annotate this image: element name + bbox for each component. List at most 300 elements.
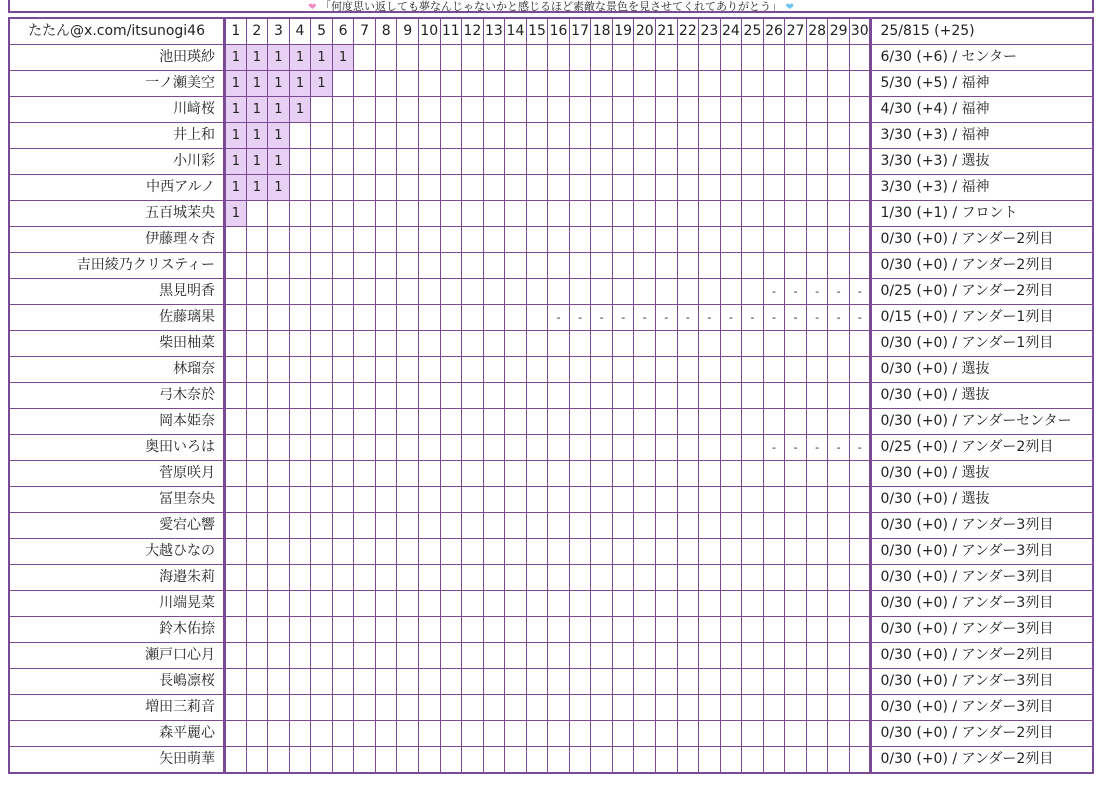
member-summary: 6/30 (+6) / センター xyxy=(871,45,1093,71)
day-cell xyxy=(289,305,311,331)
member-row xyxy=(9,617,1093,643)
day-cell xyxy=(332,253,354,279)
day-cell xyxy=(397,305,419,331)
day-cell xyxy=(462,227,484,253)
day-cell xyxy=(828,149,850,175)
day-cell xyxy=(505,435,527,461)
day-cell xyxy=(505,357,527,383)
day-cell xyxy=(268,409,290,435)
day-cell xyxy=(785,331,807,357)
day-header: 18 xyxy=(591,18,613,45)
day-cell xyxy=(246,331,268,357)
day-cell xyxy=(569,45,591,71)
day-cell xyxy=(397,513,419,539)
day-cell xyxy=(289,617,311,643)
day-cell: - xyxy=(699,305,721,331)
day-cell xyxy=(742,149,764,175)
day-cell xyxy=(440,383,462,409)
day-cell xyxy=(397,175,419,201)
day-cell xyxy=(612,279,634,305)
day-cell xyxy=(246,591,268,617)
day-cell xyxy=(289,409,311,435)
day-cell xyxy=(548,617,570,643)
day-cell xyxy=(246,305,268,331)
day-cell xyxy=(483,149,505,175)
day-cell xyxy=(763,747,785,774)
member-name: 黒見明香 xyxy=(9,279,225,305)
day-cell xyxy=(311,357,333,383)
day-cell xyxy=(612,45,634,71)
day-cell xyxy=(462,747,484,774)
day-cell xyxy=(246,565,268,591)
day-cell xyxy=(634,435,656,461)
day-cell xyxy=(806,617,828,643)
day-cell xyxy=(656,695,678,721)
day-cell xyxy=(634,669,656,695)
day-cell: 1 xyxy=(246,45,268,71)
day-cell xyxy=(548,149,570,175)
day-cell xyxy=(849,695,871,721)
member-summary: 0/30 (+0) / アンダー2列目 xyxy=(871,643,1093,669)
day-cell xyxy=(742,695,764,721)
day-cell xyxy=(440,71,462,97)
day-cell xyxy=(483,383,505,409)
day-cell xyxy=(526,71,548,97)
day-cell xyxy=(699,175,721,201)
day-cell xyxy=(505,747,527,774)
day-header: 30 xyxy=(849,18,871,45)
day-cell xyxy=(828,643,850,669)
day-cell xyxy=(699,461,721,487)
day-header: 16 xyxy=(548,18,570,45)
day-cell xyxy=(828,487,850,513)
day-cell xyxy=(246,357,268,383)
day-cell xyxy=(699,97,721,123)
day-cell xyxy=(483,97,505,123)
day-cell xyxy=(246,669,268,695)
member-summary: 0/30 (+0) / アンダー2列目 xyxy=(871,253,1093,279)
member-name: 川端晃菜 xyxy=(9,591,225,617)
day-cell xyxy=(591,97,613,123)
day-cell xyxy=(483,487,505,513)
day-cell xyxy=(440,409,462,435)
day-cell xyxy=(828,227,850,253)
day-cell xyxy=(375,643,397,669)
day-cell xyxy=(591,71,613,97)
day-cell xyxy=(720,721,742,747)
day-cell xyxy=(634,565,656,591)
member-summary: 0/30 (+0) / アンダー2列目 xyxy=(871,747,1093,774)
day-cell xyxy=(828,513,850,539)
day-cell xyxy=(612,721,634,747)
day-cell xyxy=(763,487,785,513)
day-header: 24 xyxy=(720,18,742,45)
day-cell xyxy=(569,279,591,305)
day-cell xyxy=(656,175,678,201)
day-cell xyxy=(462,305,484,331)
day-cell xyxy=(806,201,828,227)
day-cell xyxy=(656,201,678,227)
day-cell xyxy=(828,409,850,435)
day-cell xyxy=(699,513,721,539)
member-name: 林瑠奈 xyxy=(9,357,225,383)
day-cell xyxy=(828,97,850,123)
day-cell xyxy=(720,123,742,149)
day-cell xyxy=(440,617,462,643)
day-cell xyxy=(483,331,505,357)
day-cell xyxy=(742,435,764,461)
day-cell xyxy=(849,487,871,513)
day-cell xyxy=(699,409,721,435)
day-cell xyxy=(354,617,376,643)
day-cell xyxy=(548,695,570,721)
member-row xyxy=(9,305,1093,331)
day-header: 8 xyxy=(375,18,397,45)
day-cell: 1 xyxy=(332,45,354,71)
day-cell xyxy=(354,149,376,175)
day-cell xyxy=(483,123,505,149)
day-cell xyxy=(634,149,656,175)
day-cell xyxy=(548,669,570,695)
day-cell xyxy=(268,227,290,253)
day-cell xyxy=(699,591,721,617)
day-cell xyxy=(699,669,721,695)
day-cell xyxy=(246,253,268,279)
day-cell xyxy=(375,695,397,721)
day-cell xyxy=(397,721,419,747)
day-cell xyxy=(462,721,484,747)
day-cell xyxy=(225,331,247,357)
day-cell xyxy=(677,123,699,149)
day-cell: 1 xyxy=(246,97,268,123)
day-cell xyxy=(742,97,764,123)
day-cell: - xyxy=(785,279,807,305)
member-name: 中西アルノ xyxy=(9,175,225,201)
day-cell xyxy=(548,97,570,123)
day-cell xyxy=(225,513,247,539)
day-cell xyxy=(785,149,807,175)
day-cell xyxy=(289,513,311,539)
day-cell xyxy=(806,487,828,513)
day-cell xyxy=(548,201,570,227)
day-cell xyxy=(591,227,613,253)
member-name: 長嶋凛桜 xyxy=(9,669,225,695)
day-cell xyxy=(763,45,785,71)
member-row xyxy=(9,565,1093,591)
day-cell xyxy=(225,279,247,305)
day-cell xyxy=(806,721,828,747)
day-cell xyxy=(505,279,527,305)
day-cell xyxy=(225,357,247,383)
day-cell xyxy=(569,617,591,643)
day-cell xyxy=(289,331,311,357)
day-cell xyxy=(785,175,807,201)
day-cell xyxy=(375,71,397,97)
day-cell xyxy=(591,461,613,487)
day-cell xyxy=(849,71,871,97)
day-cell xyxy=(354,591,376,617)
day-cell xyxy=(742,591,764,617)
day-cell: - xyxy=(849,435,871,461)
member-name: 冨里奈央 xyxy=(9,487,225,513)
day-cell xyxy=(677,227,699,253)
day-cell xyxy=(225,565,247,591)
day-cell xyxy=(656,487,678,513)
day-cell xyxy=(634,383,656,409)
day-cell xyxy=(505,409,527,435)
day-cell xyxy=(289,279,311,305)
day-cell xyxy=(225,669,247,695)
day-cell xyxy=(591,747,613,774)
day-cell xyxy=(483,513,505,539)
day-cell xyxy=(289,565,311,591)
member-name: 伊藤理々杏 xyxy=(9,227,225,253)
day-cell xyxy=(656,669,678,695)
day-cell xyxy=(526,747,548,774)
day-cell xyxy=(806,409,828,435)
day-cell xyxy=(677,617,699,643)
day-cell xyxy=(311,409,333,435)
day-cell xyxy=(354,487,376,513)
day-cell xyxy=(677,539,699,565)
day-cell xyxy=(656,617,678,643)
day-cell xyxy=(246,695,268,721)
day-cell xyxy=(505,71,527,97)
day-cell: 1 xyxy=(225,175,247,201)
day-cell xyxy=(462,565,484,591)
member-summary: 0/30 (+0) / アンダー3列目 xyxy=(871,617,1093,643)
day-cell xyxy=(332,383,354,409)
day-cell xyxy=(612,253,634,279)
day-cell xyxy=(699,435,721,461)
day-cell xyxy=(483,357,505,383)
day-cell xyxy=(699,721,721,747)
day-cell xyxy=(742,175,764,201)
day-cell xyxy=(440,201,462,227)
day-cell xyxy=(397,487,419,513)
day-header: 27 xyxy=(785,18,807,45)
day-cell xyxy=(526,357,548,383)
day-cell: - xyxy=(656,305,678,331)
day-cell xyxy=(246,643,268,669)
day-cell xyxy=(569,565,591,591)
day-cell xyxy=(569,227,591,253)
day-cell xyxy=(311,331,333,357)
day-header: 23 xyxy=(699,18,721,45)
day-cell xyxy=(785,487,807,513)
day-cell xyxy=(354,747,376,774)
day-cell xyxy=(742,201,764,227)
member-summary: 0/25 (+0) / アンダー2列目 xyxy=(871,435,1093,461)
day-cell xyxy=(828,591,850,617)
day-cell xyxy=(397,149,419,175)
day-cell xyxy=(440,643,462,669)
day-cell xyxy=(418,591,440,617)
member-name: 森平麗心 xyxy=(9,721,225,747)
day-cell xyxy=(763,227,785,253)
day-cell xyxy=(418,513,440,539)
day-cell xyxy=(418,123,440,149)
day-cell xyxy=(354,227,376,253)
day-header: 6 xyxy=(332,18,354,45)
member-summary: 1/30 (+1) / フロント xyxy=(871,201,1093,227)
day-cell xyxy=(720,227,742,253)
day-cell xyxy=(397,253,419,279)
day-cell xyxy=(699,565,721,591)
day-cell xyxy=(375,97,397,123)
day-cell xyxy=(483,721,505,747)
day-cell xyxy=(483,643,505,669)
day-cell: - xyxy=(806,305,828,331)
day-cell xyxy=(849,175,871,201)
day-cell xyxy=(763,253,785,279)
day-cell xyxy=(677,565,699,591)
day-cell xyxy=(418,487,440,513)
day-cell xyxy=(462,175,484,201)
day-cell xyxy=(634,97,656,123)
day-cell xyxy=(548,461,570,487)
member-name: 岡本姫奈 xyxy=(9,409,225,435)
day-cell xyxy=(246,383,268,409)
member-summary: 0/30 (+0) / アンダー3列目 xyxy=(871,591,1093,617)
day-cell xyxy=(742,617,764,643)
member-summary: 0/30 (+0) / アンダー3列目 xyxy=(871,565,1093,591)
day-cell xyxy=(375,383,397,409)
day-cell xyxy=(699,331,721,357)
day-cell xyxy=(332,97,354,123)
day-cell xyxy=(397,539,419,565)
day-cell xyxy=(849,97,871,123)
day-cell xyxy=(548,227,570,253)
day-cell xyxy=(763,201,785,227)
day-cell xyxy=(569,123,591,149)
day-cell xyxy=(397,565,419,591)
day-cell xyxy=(526,591,548,617)
day-cell xyxy=(440,175,462,201)
day-cell xyxy=(462,435,484,461)
day-cell: - xyxy=(569,305,591,331)
day-cell xyxy=(268,279,290,305)
day-cell xyxy=(806,747,828,774)
day-cell xyxy=(289,695,311,721)
day-cell xyxy=(354,513,376,539)
member-summary: 3/30 (+3) / 福神 xyxy=(871,123,1093,149)
day-cell xyxy=(311,383,333,409)
day-cell xyxy=(440,591,462,617)
day-cell xyxy=(440,227,462,253)
member-summary: 0/30 (+0) / アンダー3列目 xyxy=(871,539,1093,565)
member-name: 小川彩 xyxy=(9,149,225,175)
day-cell xyxy=(591,201,613,227)
day-cell xyxy=(375,409,397,435)
day-cell xyxy=(462,331,484,357)
day-cell xyxy=(332,461,354,487)
day-cell xyxy=(354,71,376,97)
day-cell xyxy=(332,539,354,565)
day-cell xyxy=(375,617,397,643)
day-cell xyxy=(785,201,807,227)
day-cell xyxy=(397,617,419,643)
day-cell: 1 xyxy=(268,97,290,123)
day-cell xyxy=(656,747,678,774)
day-cell xyxy=(311,513,333,539)
day-cell xyxy=(828,539,850,565)
day-header: 14 xyxy=(505,18,527,45)
day-cell xyxy=(763,669,785,695)
day-cell xyxy=(720,513,742,539)
day-cell xyxy=(440,97,462,123)
day-cell xyxy=(742,357,764,383)
day-cell xyxy=(569,669,591,695)
member-row xyxy=(9,331,1093,357)
day-cell xyxy=(440,305,462,331)
day-cell xyxy=(268,305,290,331)
day-cell: 1 xyxy=(311,71,333,97)
day-cell xyxy=(612,331,634,357)
day-cell xyxy=(526,227,548,253)
day-cell xyxy=(656,435,678,461)
day-cell xyxy=(677,175,699,201)
member-summary: 4/30 (+4) / 福神 xyxy=(871,97,1093,123)
day-cell xyxy=(720,461,742,487)
member-row xyxy=(9,45,1093,71)
day-cell xyxy=(505,201,527,227)
day-cell xyxy=(763,565,785,591)
day-cell xyxy=(289,201,311,227)
day-cell xyxy=(699,747,721,774)
day-cell xyxy=(311,461,333,487)
day-cell xyxy=(720,591,742,617)
day-cell xyxy=(785,97,807,123)
member-row xyxy=(9,539,1093,565)
day-cell xyxy=(569,331,591,357)
day-cell xyxy=(720,331,742,357)
day-cell xyxy=(849,565,871,591)
tally-table xyxy=(8,17,1094,774)
day-cell xyxy=(785,721,807,747)
day-cell xyxy=(806,331,828,357)
day-cell xyxy=(375,175,397,201)
day-cell xyxy=(505,513,527,539)
day-cell xyxy=(677,721,699,747)
day-cell xyxy=(505,149,527,175)
member-name: 増田三莉音 xyxy=(9,695,225,721)
day-cell: 1 xyxy=(289,97,311,123)
day-cell xyxy=(548,565,570,591)
day-cell xyxy=(849,149,871,175)
day-cell: - xyxy=(806,279,828,305)
day-cell xyxy=(720,201,742,227)
day-header: 17 xyxy=(569,18,591,45)
day-cell xyxy=(354,201,376,227)
day-cell xyxy=(634,591,656,617)
day-cell xyxy=(332,409,354,435)
day-cell xyxy=(526,45,548,71)
day-cell xyxy=(806,227,828,253)
day-cell xyxy=(418,71,440,97)
day-cell xyxy=(354,175,376,201)
day-cell xyxy=(742,383,764,409)
day-cell xyxy=(763,721,785,747)
day-cell: - xyxy=(785,305,807,331)
day-cell xyxy=(289,227,311,253)
day-cell xyxy=(656,383,678,409)
day-cell xyxy=(483,539,505,565)
day-cell: 1 xyxy=(311,45,333,71)
day-cell xyxy=(289,461,311,487)
day-cell xyxy=(849,747,871,774)
day-cell xyxy=(375,149,397,175)
